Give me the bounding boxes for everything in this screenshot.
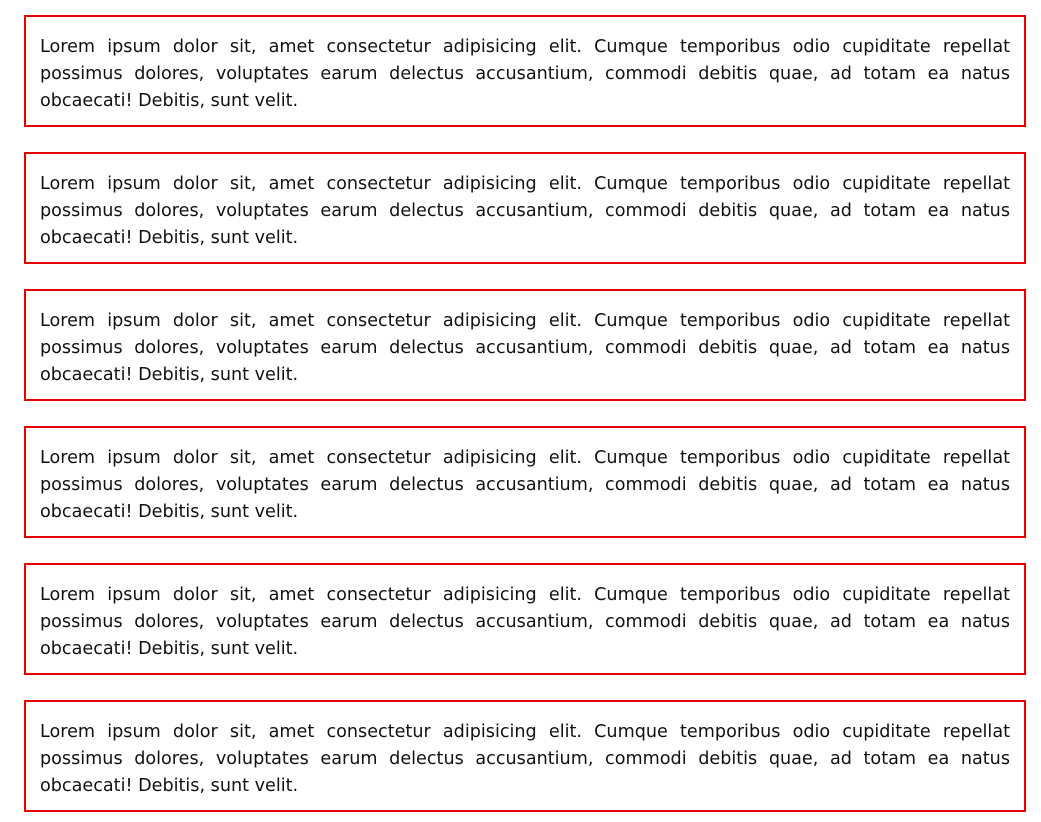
box-text: Lorem ipsum dolor sit, amet consectetur adipisicing elit. Cumque temporibus odio cupiditate repellat possimus dolores, voluptates earum delectus accusantium, commodi debitis quae, ad totam ea natus obcaecati! Debitis, sunt velit. [40,37,1010,111]
box-text: Lorem ipsum dolor sit, amet consectetur adipisicing elit. Cumque temporibus odio cupiditate repellat possimus dolores, voluptates earum delectus accusantium, commodi debitis quae, ad totam ea natus obcaecati! Debitis, sunt velit. [40,174,1010,248]
text-box-5 [24,563,1026,675]
text-box-4 [24,426,1026,538]
text-box-2 [24,152,1026,264]
text-box-1 [24,15,1026,127]
box-text: Lorem ipsum dolor sit, amet consectetur adipisicing elit. Cumque temporibus odio cupiditate repellat possimus dolores, voluptates earum delectus accusantium, commodi debitis quae, ad totam ea natus obcaecati! Debitis, sunt velit. [40,585,1010,659]
text-box-6 [24,700,1026,812]
text-box-3 [24,289,1026,401]
box-text: Lorem ipsum dolor sit, amet consectetur adipisicing elit. Cumque temporibus odio cupiditate repellat possimus dolores, voluptates earum delectus accusantium, commodi debitis quae, ad totam ea natus obcaecati! Debitis, sunt velit. [40,448,1010,522]
box-text: Lorem ipsum dolor sit, amet consectetur adipisicing elit. Cumque temporibus odio cupiditate repellat possimus dolores, voluptates earum delectus accusantium, commodi debitis quae, ad totam ea natus obcaecati! Debitis, sunt velit. [40,311,1010,385]
box-text: Lorem ipsum dolor sit, amet consectetur adipisicing elit. Cumque temporibus odio cupiditate repellat possimus dolores, voluptates earum delectus accusantium, commodi debitis quae, ad totam ea natus obcaecati! Debitis, sunt velit. [40,722,1010,796]
